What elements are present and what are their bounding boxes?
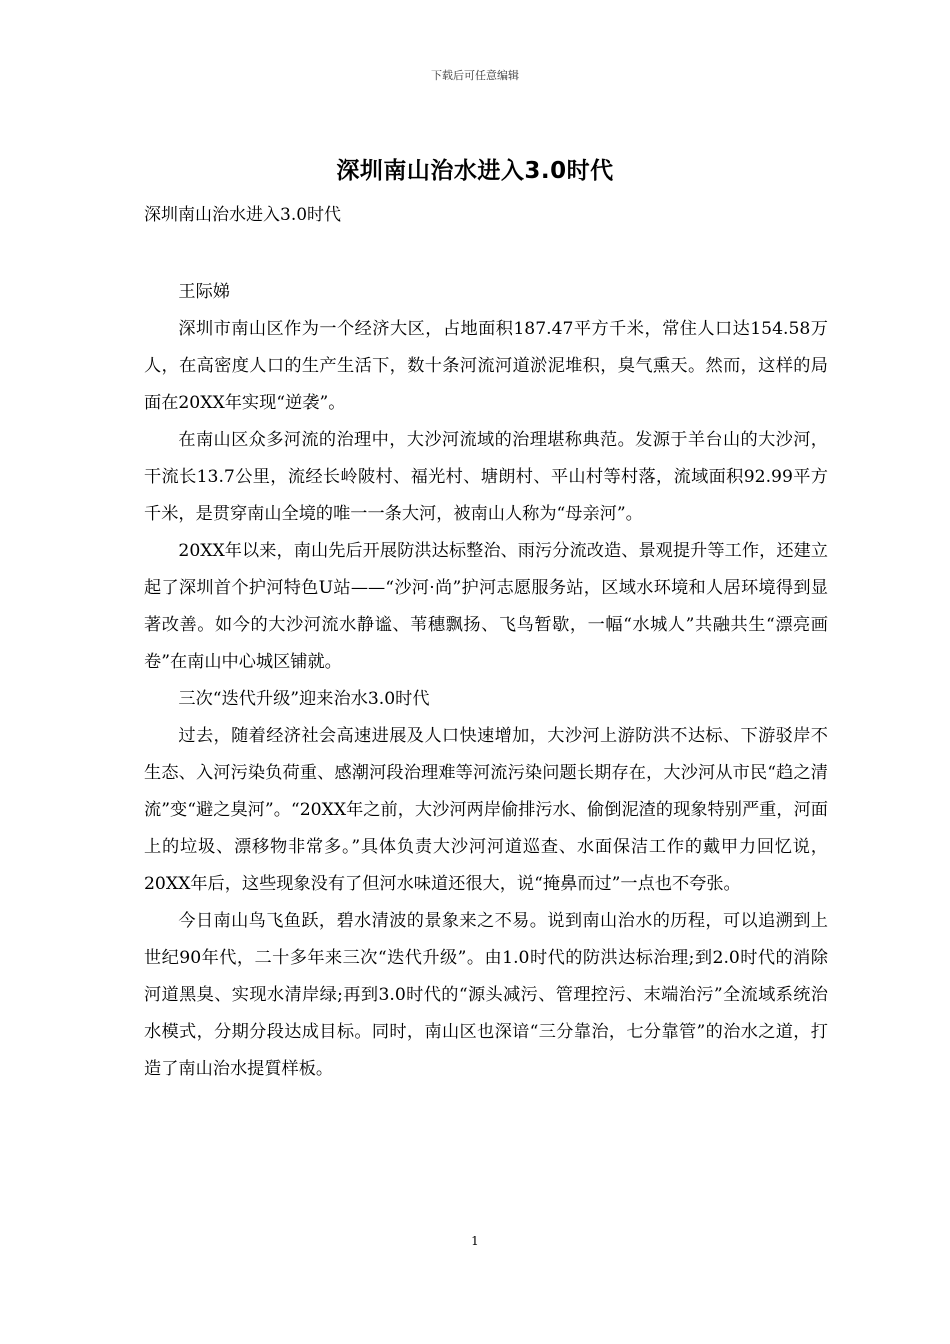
body-paragraph: 20XX年以来，南山先后开展防洪达标整治、雨污分流改造、景观提升等工作，还建立起了深圳首个护河特色U站——“沙河·尚”护河志愿服务站，区域水环境和人居环境得到显著改善。如今的大沙河流水静谧、苇穗飘扬、飞鸟暂歇，一幅“水城人”共融共生“漂亮画卷”在南山中心城区铺就。 xyxy=(144,541,828,672)
document-title: 深圳南山治水进入3.0时代 xyxy=(336,158,614,184)
page-header: 下载后可任意编辑 xyxy=(431,69,519,82)
section-heading: 三次“迭代升级”迎来治水3.0时代 xyxy=(178,689,430,709)
body-paragraph: 过去，随着经济社会高速进展及人口快速增加，大沙河上游防洪不达标、下游驳岸不生态、入河污染负荷重、感潮河段治理难等河流污染问题长期存在，大沙河从市民“趋之清流”变“避之臭河”。“20XX年之前，大沙河两岸偷排污水、偷倒泥渣的现象特别严重，河面上的垃圾、漂移物非常多。”具体负责大沙河河道巡查、水面保洁工作的戴甲力回忆说，20XX年后，这些现象没有了但河水味道还很大，说“掩鼻而过”一点也不夸张。 xyxy=(144,726,828,894)
body-paragraph: 深圳市南山区作为一个经济大区，占地面积187.47平方千米，常住人口达154.58万人，在高密度人口的生产生活下，数十条河流河道淤泥堆积，臭气熏天。然而，这样的局面在20XX年实现“逆袭”。 xyxy=(144,319,828,413)
author-name: 王际娣 xyxy=(178,282,230,302)
body-paragraph: 在南山区众多河流的治理中，大沙河流域的治理堪称典范。发源于羊台山的大沙河，干流长13.7公里，流经长岭陂村、福光村、塘朗村、平山村等村落，流域面积92.99平方千米，是贯穿南山全境的唯一一条大河，被南山人称为“母亲河”。 xyxy=(144,430,828,524)
document-subtitle: 深圳南山治水进入3.0时代 xyxy=(144,205,342,225)
body-paragraph: 今日南山鸟飞鱼跃，碧水清波的景象来之不易。说到南山治水的历程，可以追溯到上世纪90年代，二十多年来三次“迭代升级”。由1.0时代的防洪达标治理;到2.0时代的消除河道黑臭、实现水清岸绿;再到3.0时代的“源头减污、管理控污、末端治污”全流域系统治水模式，分期分段达成目标。同时，南山区也深谙“三分靠治，七分靠管”的治水之道，打造了南山治水提質样板。 xyxy=(144,911,828,1079)
page-number: 1 xyxy=(471,1234,479,1248)
document-body xyxy=(144,274,828,1088)
